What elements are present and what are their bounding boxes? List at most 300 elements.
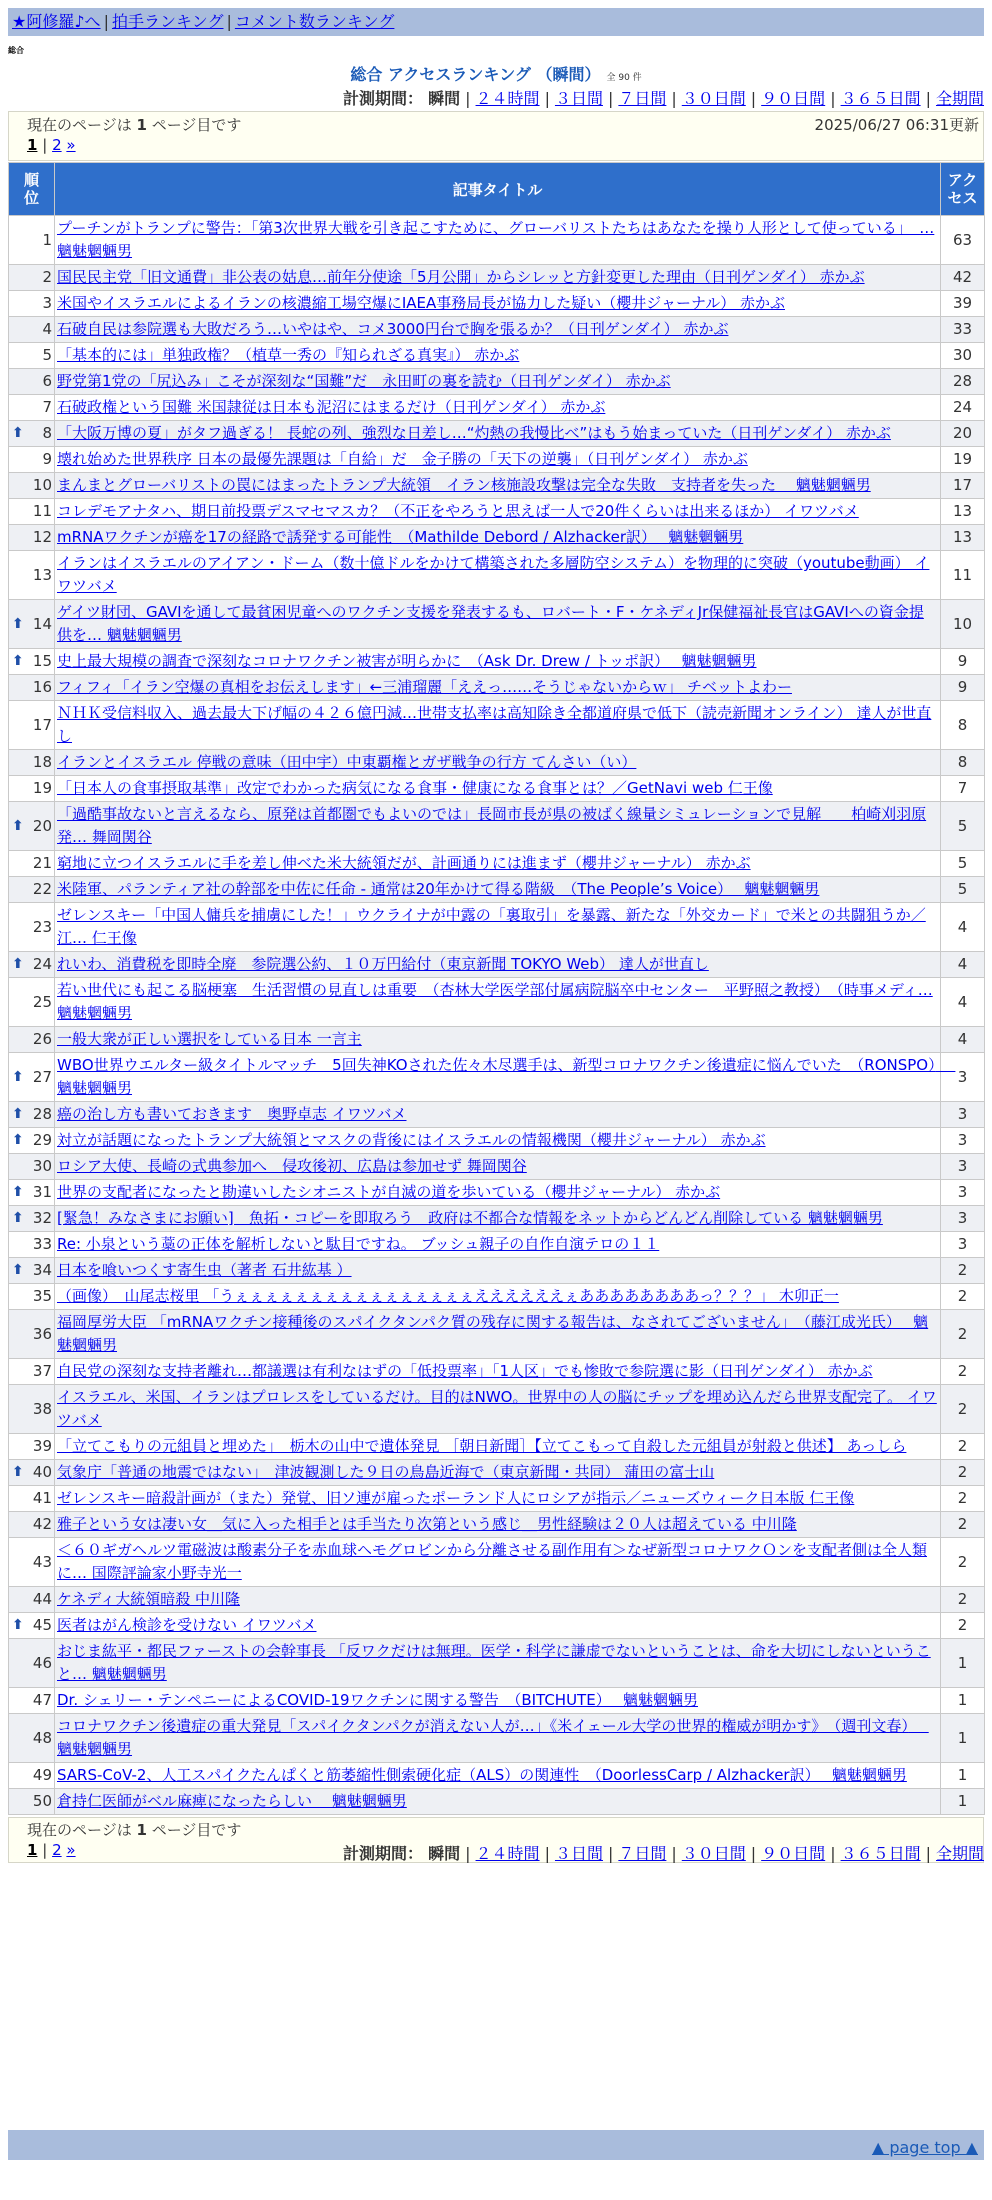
rank-number: 41 (32, 1489, 52, 1507)
article-link[interactable]: 癌の治し方も書いておきます 奥野卓志 イワツバメ (57, 1105, 407, 1123)
table-row (9, 851, 985, 877)
rank-number: 28 (32, 1105, 52, 1123)
nav-link-applause-ranking[interactable]: 拍手ランキング (111, 12, 224, 31)
period-current: 瞬間 (428, 89, 461, 108)
table-row (9, 421, 985, 447)
rank-number: 7 (42, 398, 52, 416)
header-rank: 順位 (9, 163, 55, 216)
access-count: 5 (941, 877, 985, 903)
title-cell (55, 1613, 941, 1639)
table-row (9, 1206, 985, 1232)
title-cell (55, 1128, 941, 1154)
rank-cell (9, 1688, 55, 1714)
article-link[interactable]: 医者はがん検診を受けない イワツバメ (57, 1616, 317, 1634)
article-link[interactable]: ロシア大使、長崎の式典参加へ 侵攻後初、広島は参加せず 舞岡関谷 (57, 1157, 527, 1175)
rank-up-arrow-icon: ⬆ (12, 425, 24, 441)
article-link[interactable]: 「立てこもりの元組員と埋めた」 栃木の山中で遺体発見 ［朝日新聞］【立てこもって自殺した元組員が射殺と供述】 あっしら (57, 1437, 907, 1455)
title-cell (55, 1053, 956, 1102)
period-30d[interactable]: ３０日間 (681, 89, 746, 108)
period-label: 計測期間： (343, 1844, 424, 1863)
table-row (9, 551, 985, 600)
title-cell (55, 216, 941, 265)
table-row (9, 903, 985, 952)
table-row (9, 600, 985, 649)
title-cell (55, 395, 941, 421)
period-all[interactable]: 全期間 (935, 89, 984, 108)
article-link[interactable]: 世界の支配者になったと勘違いしたシオニストが自滅の道を歩いている（櫻井ジャーナル） 赤かぶ (57, 1183, 721, 1201)
rank-number: 46 (32, 1653, 52, 1672)
article-link[interactable]: ゲイツ財団、GAVIを通して最貧困児童へのワクチン支援を発表するも、ロバート・F・ケネディJr保健福祉長官はGAVIへの資金提供を… 魑魅魍魎男 (57, 603, 924, 644)
rank-cell (9, 1180, 55, 1206)
rank-cell (9, 1232, 55, 1258)
table-row (9, 1434, 985, 1460)
title-cell (55, 265, 941, 291)
access-count: 2 (941, 1434, 985, 1460)
title-cell (55, 473, 941, 499)
pagination-page-2[interactable]: 2 (52, 1841, 62, 1859)
period-90d[interactable]: ９０日間 (761, 1844, 826, 1863)
rank-cell (9, 1538, 55, 1587)
pagination-current: 1 (27, 136, 38, 154)
period-3d[interactable]: ３日間 (554, 89, 603, 108)
article-link[interactable]: mRNAワクチンが癌を17の経路で誘発する可能性 （Mathilde Debord / Alzhacker訳） 魑魅魍魎男 (57, 528, 744, 546)
rank-cell (9, 1258, 55, 1284)
table-row (9, 525, 985, 551)
article-link[interactable]: れいわ、消費税を即時全廃 参院選公約、１０万円給付（東京新聞 TOKYO Web） 達人が世直し (57, 955, 709, 973)
access-count: 1 (941, 1763, 985, 1789)
article-link[interactable]: WBO世界ウエルター級タイトルマッチ 5回失神KOされた佐々木尽選手は、新型コロナワクチン後遺症に悩んでいた （RONSPO） 魑魅魍魎男 (57, 1056, 956, 1097)
table-row (9, 1587, 985, 1613)
rank-number: 10 (32, 476, 52, 494)
rank-number: 49 (32, 1766, 52, 1784)
article-link[interactable]: 日本を喰いつくす寄生虫（著者 石井紘基 ） (57, 1261, 352, 1279)
article-link[interactable]: 一般大衆が正しい選択をしている日本 一言主 (57, 1030, 362, 1048)
pagination-bottom: 1 | 2 » (27, 1841, 76, 1859)
access-count: 2 (941, 1587, 985, 1613)
rank-cell (9, 776, 55, 802)
rank-number: 29 (32, 1131, 52, 1149)
rank-cell (9, 421, 55, 447)
access-count: 13 (941, 525, 985, 551)
access-count: 30 (941, 343, 985, 369)
article-link[interactable]: Dr. シェリー・テンペニーによるCOVID-19ワクチンに関する警告 （BITCHUTE） 魑魅魍魎男 (57, 1691, 698, 1709)
rank-number: 43 (32, 1552, 52, 1571)
title-cell (55, 802, 941, 851)
rank-cell (9, 1613, 55, 1639)
table-row (9, 265, 985, 291)
access-count: 7 (941, 776, 985, 802)
rank-number: 44 (32, 1590, 52, 1608)
period-24h[interactable]: ２４時間 (475, 1844, 540, 1863)
period-24h[interactable]: ２４時間 (475, 89, 540, 108)
title-cell (55, 1154, 941, 1180)
table-row (9, 701, 985, 750)
pagination: 1 | 2 » (27, 136, 76, 154)
table-row (9, 978, 985, 1027)
rank-up-arrow-icon: ⬆ (12, 1464, 24, 1480)
table-row (9, 1538, 985, 1587)
rank-number: 32 (32, 1209, 52, 1227)
table-row (9, 447, 985, 473)
nav-link-asyura[interactable]: ★阿修羅♪へ (12, 12, 101, 31)
article-link[interactable]: イランとイスラエル 停戦の意味（田中宇）中東覇権とガザ戦争の行方 てんさい（い） (57, 753, 637, 771)
title-cell (55, 1434, 941, 1460)
rank-number: 22 (32, 880, 52, 898)
article-link[interactable]: 若い世代にも起こる脳梗塞 生活習慣の見直しは重要 （杏林大学医学部付属病院脳卒中センター 平野照之教授） （時事メディ… 魑魅魍魎男 (57, 981, 933, 1022)
access-count: 1 (941, 1789, 985, 1815)
access-count: 4 (941, 952, 985, 978)
article-link[interactable]: 福岡厚労大臣 「mRNAワクチン接種後のスパイクタンパク質の残存に関する報告は、なされてございません」 （藤江成光氏） 魑魅魍魎男 (57, 1313, 929, 1354)
article-link[interactable]: まんまとグローバリストの罠にはまったトランプ大統領 イラン核施設攻撃は完全な失敗 支持者を失った 魑魅魍魎男 (57, 476, 871, 494)
rank-number: 30 (32, 1157, 52, 1175)
table-row (9, 1688, 985, 1714)
article-link[interactable]: 「過酷事故ないと言えるなら、原発は首都圏でもよいのでは」長岡市長が県の被ばく線量シミュレーションで見解 柏崎刈羽原発… 舞岡関谷 (57, 805, 927, 846)
rank-cell (9, 1587, 55, 1613)
title-cell (55, 1460, 941, 1486)
rank-number: 38 (32, 1399, 52, 1418)
rank-number: 6 (42, 372, 52, 390)
total-count: 全 90 件 (606, 73, 642, 83)
rank-cell (9, 1434, 55, 1460)
rank-number: 14 (32, 614, 52, 633)
nav-separator: | (226, 12, 232, 31)
rank-cell (9, 317, 55, 343)
pagination-page-2[interactable]: 2 (52, 136, 62, 154)
rank-cell (9, 1486, 55, 1512)
rank-cell (9, 343, 55, 369)
table-row (9, 877, 985, 903)
article-link[interactable]: 窮地に立つイスラエルに手を差し伸べた米大統領だが、計画通りには進まず（櫻井ジャーナル） 赤かぶ (57, 854, 751, 872)
access-count: 4 (941, 1027, 985, 1053)
access-count: 8 (941, 750, 985, 776)
title-cell (55, 1359, 941, 1385)
title-cell (55, 701, 941, 750)
title-cell (55, 1512, 941, 1538)
top-nav-bar (8, 8, 984, 36)
rank-cell (9, 473, 55, 499)
rank-number: 12 (32, 528, 52, 546)
rank-up-arrow-icon: ⬆ (12, 817, 24, 834)
title-cell (55, 1027, 941, 1053)
access-count: 1 (941, 1688, 985, 1714)
table-row (9, 802, 985, 851)
title-cell (55, 1714, 941, 1763)
access-count: 2 (941, 1359, 985, 1385)
rank-number: 17 (32, 715, 52, 734)
rank-cell (9, 1128, 55, 1154)
article-link[interactable]: 倉持仁医師がベル麻痺になったらしい 魑魅魍魎男 (57, 1792, 407, 1810)
access-count: 8 (941, 701, 985, 750)
access-count: 24 (941, 395, 985, 421)
article-link[interactable]: ゼレンスキー「中国人傭兵を捕虜にした！」ウクライナが中露の「裏取引」を暴露、新たな「外交カード」で米との共闘狙うか／江… 仁王像 (57, 906, 926, 947)
period-all[interactable]: 全期間 (935, 1844, 984, 1863)
access-count: 20 (941, 421, 985, 447)
article-link[interactable]: プーチンがトランプに警告：「第3次世界大戦を引き起こすために、グローバリストたちはあなたを操り人形として使っている」 … 魑魅魍魎男 (57, 219, 935, 260)
period-30d[interactable]: ３０日間 (681, 1844, 746, 1863)
article-link[interactable]: 野党第1党の「尻込み」こそが深刻な“国難”だ 永田町の裏を読む（日刊ゲンダイ） 赤かぶ (57, 372, 671, 390)
rank-cell (9, 1763, 55, 1789)
article-link[interactable]: 壊れ始めた世界秩序 日本の最優先課題は「自給」だ 金子勝の「天下の逆襲」（日刊ゲンダイ） 赤かぶ (57, 450, 748, 468)
title-cell (55, 421, 941, 447)
table-row (9, 1027, 985, 1053)
access-count: 2 (941, 1538, 985, 1587)
article-link[interactable]: SARS-CoV-2、人工スパイクたんぱくと筋萎縮性側索硬化症（ALS）の関連性 （DoorlessCarp / Alzhacker訳） 魑魅魍魎男 (57, 1766, 907, 1784)
article-link[interactable]: 国民民主党「旧文通費」非公表の姑息…前年分使途「5月公開」からシレッと方針変更した理由（日刊ゲンダイ） 赤かぶ (57, 268, 865, 286)
table-row (9, 1128, 985, 1154)
title-cell (55, 1789, 941, 1815)
article-link[interactable]: 石破政権という国難 米国隷従は日本も泥沼にはまるだけ（日刊ゲンダイ） 赤かぶ (57, 398, 606, 416)
rank-cell (9, 750, 55, 776)
table-row (9, 750, 985, 776)
table-row (9, 1310, 985, 1359)
rank-up-arrow-icon: ⬆ (12, 1106, 24, 1122)
rank-number: 13 (32, 565, 52, 584)
article-link[interactable]: 「日本人の食事摂取基準」改定でわかった病気になる食事・健康になる食事とは？／GetNavi web 仁王像 (57, 779, 773, 797)
title-cell (55, 1258, 941, 1284)
rank-cell (9, 1310, 55, 1359)
access-count: 2 (941, 1486, 985, 1512)
title-cell (55, 1102, 941, 1128)
rank-number: 48 (32, 1728, 52, 1747)
section-label: 総合 (8, 46, 24, 55)
rank-cell (9, 952, 55, 978)
page-status: 現在のページは 1 ページ目です (27, 116, 242, 134)
access-count: 4 (941, 903, 985, 952)
access-count: 3 (941, 1128, 985, 1154)
rank-cell (9, 265, 55, 291)
rank-number: 35 (32, 1287, 52, 1305)
access-count: 5 (941, 851, 985, 877)
access-count: 3 (941, 1053, 985, 1102)
access-count: 28 (941, 369, 985, 395)
rank-cell (9, 1385, 55, 1434)
access-count: 9 (941, 675, 985, 701)
rank-number: 1 (42, 230, 52, 249)
table-row (9, 1789, 985, 1815)
rank-number: 24 (32, 955, 52, 973)
access-count: 3 (941, 1180, 985, 1206)
table-row (9, 216, 985, 265)
article-link[interactable]: [緊急！みなさまにお願い] 魚拓・コピーを即取ろう 政府は不都合な情報をネットからどんどん削除している 魑魅魍魎男 (57, 1209, 883, 1227)
access-count: 2 (941, 1460, 985, 1486)
table-row (9, 1154, 985, 1180)
period-90d[interactable]: ９０日間 (761, 89, 826, 108)
rank-cell (9, 1027, 55, 1053)
rank-number: 25 (32, 992, 52, 1011)
period-label: 計測期間： (343, 89, 424, 108)
title-cell (55, 343, 941, 369)
rank-number: 34 (32, 1261, 52, 1279)
title-cell (55, 1763, 941, 1789)
table-row (9, 1763, 985, 1789)
access-count: 10 (941, 600, 985, 649)
rank-cell (9, 447, 55, 473)
article-link[interactable]: おじま紘平・都民ファーストの会幹事長 「反ワクだけは無理。医学・科学に謙虚でないということは、命を大切にしないということ… 魑魅魍魎男 (57, 1642, 931, 1683)
rank-up-arrow-icon: ⬆ (12, 615, 24, 632)
table-row (9, 343, 985, 369)
rank-cell (9, 551, 55, 600)
article-link[interactable]: 自民党の深刻な支持者離れ…都議選は有利なはずの「低投票率」「1人区」でも惨敗で参院選に影（日刊ゲンダイ） 赤かぶ (57, 1362, 873, 1380)
table-row (9, 369, 985, 395)
article-link[interactable]: コレデモアナタハ、期日前投票デスマセマスカ？（不正をやろうと思えば一人で20件くらいは出来るほか） イワツバメ (57, 502, 859, 520)
access-count: 3 (941, 1102, 985, 1128)
access-count: 33 (941, 317, 985, 343)
rank-number: 39 (32, 1437, 52, 1455)
rank-cell (9, 395, 55, 421)
rank-cell (9, 1359, 55, 1385)
access-count: 39 (941, 291, 985, 317)
pagination-next[interactable]: » (66, 136, 76, 154)
period-selector-top: 計測期間： 瞬間 | ２４時間 | ３日間 | ７日間 | ３０日間 | ９０日間 | ３６５日間 | 全期間 (343, 89, 984, 108)
title-cell (55, 1206, 941, 1232)
rank-cell (9, 978, 55, 1027)
article-link[interactable]: 「大阪万博の夏」がタフ過ぎる！ 長蛇の列、強烈な日差し…“灼熱の我慢比べ”はもう始まっていた（日刊ゲンダイ） 赤かぶ (57, 424, 891, 442)
rank-up-arrow-icon: ⬆ (12, 1262, 24, 1278)
page-top-link[interactable]: ▲ page top ▲ (871, 2138, 978, 2157)
rank-number: 47 (32, 1691, 52, 1709)
table-row (9, 1359, 985, 1385)
updated-timestamp: 2025/06/27 06:31更新 (814, 116, 979, 134)
article-link[interactable]: 対立が話題になったトランプ大統領とマスクの背後にはイスラエルの情報機関（櫻井ジャーナル） 赤かぶ (57, 1131, 766, 1149)
article-link[interactable]: イランはイスラエルのアイアン・ドーム（数十億ドルをかけて構築された多層防空システム）を物理的に突破（youtube動画） イワツバメ (57, 554, 930, 595)
rank-cell (9, 701, 55, 750)
access-count: 3 (941, 1206, 985, 1232)
rank-number: 16 (32, 678, 52, 696)
title-cell (55, 952, 941, 978)
title-cell (55, 776, 941, 802)
page-title (0, 62, 992, 85)
rank-cell (9, 291, 55, 317)
table-row (9, 291, 985, 317)
article-link[interactable]: ゼレンスキー暗殺計画が（また）発覚、旧ソ連が雇ったポーランド人にロシアが指示／ニューズウィーク日本版 仁王像 (57, 1489, 855, 1507)
rank-cell (9, 1206, 55, 1232)
rank-cell (9, 851, 55, 877)
access-count: 17 (941, 473, 985, 499)
rank-number: 26 (32, 1030, 52, 1048)
nav-link-comment-ranking[interactable]: コメント数ランキング (234, 12, 395, 31)
rank-number: 33 (32, 1235, 52, 1253)
rank-cell (9, 1639, 55, 1688)
rank-number: 5 (42, 346, 52, 364)
period-7d[interactable]: ７日間 (618, 89, 667, 108)
pagination-next[interactable]: » (66, 1841, 76, 1859)
period-3d[interactable]: ３日間 (554, 1844, 603, 1863)
rank-number: 50 (32, 1792, 52, 1810)
title-cell (55, 525, 941, 551)
table-row (9, 1714, 985, 1763)
rank-number: 42 (32, 1515, 52, 1533)
access-count: 13 (941, 499, 985, 525)
page-info-top (8, 111, 984, 161)
article-link[interactable]: ケネディ大統領暗殺 中川隆 (57, 1590, 240, 1608)
article-link[interactable]: 雅子という女は凄い女＿気に入った相手とは手当たり次第という感じ＿男性経験は２０人は超えている 中川隆 (57, 1515, 797, 1533)
title-cell (55, 1232, 941, 1258)
table-row (9, 1258, 985, 1284)
rank-number: 45 (32, 1616, 52, 1634)
title-cell (55, 1538, 941, 1587)
table-row (9, 473, 985, 499)
rank-cell (9, 1714, 55, 1763)
access-count: 2 (941, 1310, 985, 1359)
rank-up-arrow-icon: ⬆ (12, 1184, 24, 1200)
title-cell (55, 600, 941, 649)
footer-bar (8, 2130, 984, 2160)
ranking-table-body (9, 216, 985, 1815)
article-link[interactable]: 米国やイスラエルによるイランの核濃縮工場空爆にIAEA事務局長が協力した疑い（櫻井ジャーナル） 赤かぶ (57, 294, 785, 312)
article-link[interactable]: Re: 小泉という藁の正体を解析しないと駄目ですね。 ブッシュ親子の自作自演テロの１１ (57, 1235, 660, 1253)
header-title: 記事タイトル (55, 163, 941, 216)
title-cell (55, 1284, 941, 1310)
table-row (9, 499, 985, 525)
rank-number: 15 (32, 652, 52, 670)
rank-up-arrow-icon: ⬆ (12, 956, 24, 972)
rank-cell (9, 1284, 55, 1310)
rank-up-arrow-icon: ⬆ (12, 1132, 24, 1148)
rank-cell (9, 802, 55, 851)
rank-up-arrow-icon: ⬆ (12, 653, 24, 669)
article-link[interactable]: 米陸軍、パランティア社の幹部を中佐に任命 - 通常は20年かけて得る階級 （The People’s Voice） 魑魅魍魎男 (57, 880, 820, 898)
access-count: 42 (941, 265, 985, 291)
period-selector-bottom: 計測期間： 瞬間 | ２４時間 | ３日間 | ７日間 | ３０日間 | ９０日間 | ３６５日間 | 全期間 (343, 1844, 984, 1863)
period-7d[interactable]: ７日間 (618, 1844, 667, 1863)
article-link[interactable]: 気象庁「普通の地震ではない」 津波観測した９日の鳥島近海で（東京新聞・共同） 蒲田の富士山 (57, 1463, 715, 1481)
article-link[interactable]: 「基本的には」単独政権？（植草一秀の『知られざる真実』） 赤かぶ (57, 346, 520, 364)
rank-number: 23 (32, 917, 52, 936)
title-cell (55, 1180, 941, 1206)
nav-separator: | (103, 12, 109, 31)
rank-cell (9, 1102, 55, 1128)
table-row (9, 1102, 985, 1128)
rank-cell (9, 499, 55, 525)
title-cell (55, 499, 941, 525)
title-cell (55, 851, 941, 877)
title-cell (55, 978, 941, 1027)
rank-number: 31 (32, 1183, 52, 1201)
rank-number: 37 (32, 1362, 52, 1380)
article-link[interactable]: イスラエル、米国、イランはプロレスをしているだけ。目的はNWO。世界中の人の脳にチップを埋め込んだら世界支配完了。 イワツバメ (57, 1388, 937, 1429)
rank-number: 19 (32, 779, 52, 797)
article-link[interactable]: 史上最大規模の調査で深刻なコロナワクチン被害が明らかに （Ask Dr. Drew / トッポ訳） 魑魅魍魎男 (57, 652, 757, 670)
period-365d[interactable]: ３６５日間 (840, 89, 921, 108)
pagination-current: 1 (27, 1841, 38, 1859)
rank-number: 4 (42, 320, 52, 338)
rank-cell (9, 1053, 55, 1102)
article-link[interactable]: フィフィ「イラン空爆の真相をお伝えします」←三浦瑠麗「ええっ……そうじゃないからｗ」 チベットよわー (57, 678, 792, 696)
title-cell (55, 1587, 941, 1613)
access-count: 2 (941, 1385, 985, 1434)
article-link[interactable]: コロナワクチン後遺症の重大発見「スパイクタンパクが消えない人が…」《米イェール大学の世界的権威が明かす》 （週刊文春） 魑魅魍魎男 (57, 1717, 929, 1758)
table-row (9, 1486, 985, 1512)
article-link[interactable]: 石破自民は参院選も大敗だろう…いやはや、コメ3000円台で胸を張るか？（日刊ゲンダイ） 赤かぶ (57, 320, 729, 338)
table-row (9, 776, 985, 802)
rank-cell (9, 649, 55, 675)
article-link[interactable]: （画像） 山尾志桜里 「うぇぇぇぇぇぇぇぇぇぇぇぇぇぇぇぇええええええぇああああああああっ？？？」 木卯正一 (57, 1287, 839, 1305)
period-365d[interactable]: ３６５日間 (840, 1844, 921, 1863)
rank-cell (9, 369, 55, 395)
article-link[interactable]: ＜６０ギガヘルツ電磁波は酸素分子を赤血球ヘモグロビンから分離させる副作用有＞なぜ新型コロナワクＯンを支配者側は全人類に… 国際評論家小野寺光一 (57, 1541, 928, 1582)
rank-cell (9, 1512, 55, 1538)
title-cell (55, 1385, 941, 1434)
access-count: 1 (941, 1714, 985, 1763)
rank-cell (9, 1789, 55, 1815)
title-cell (55, 1486, 941, 1512)
title-cell (55, 675, 941, 701)
table-row (9, 1180, 985, 1206)
article-link[interactable]: ＮＨＫ受信料収入、過去最大下げ幅の４２６億円減…世帯支払率は高知除き全都道府県で低下（読売新聞オンライン） 達人が世直し (57, 704, 932, 745)
page-status-bottom: 現在のページは 1 ページ目です (27, 1821, 242, 1839)
title-cell (55, 1688, 941, 1714)
title-cell (55, 447, 941, 473)
